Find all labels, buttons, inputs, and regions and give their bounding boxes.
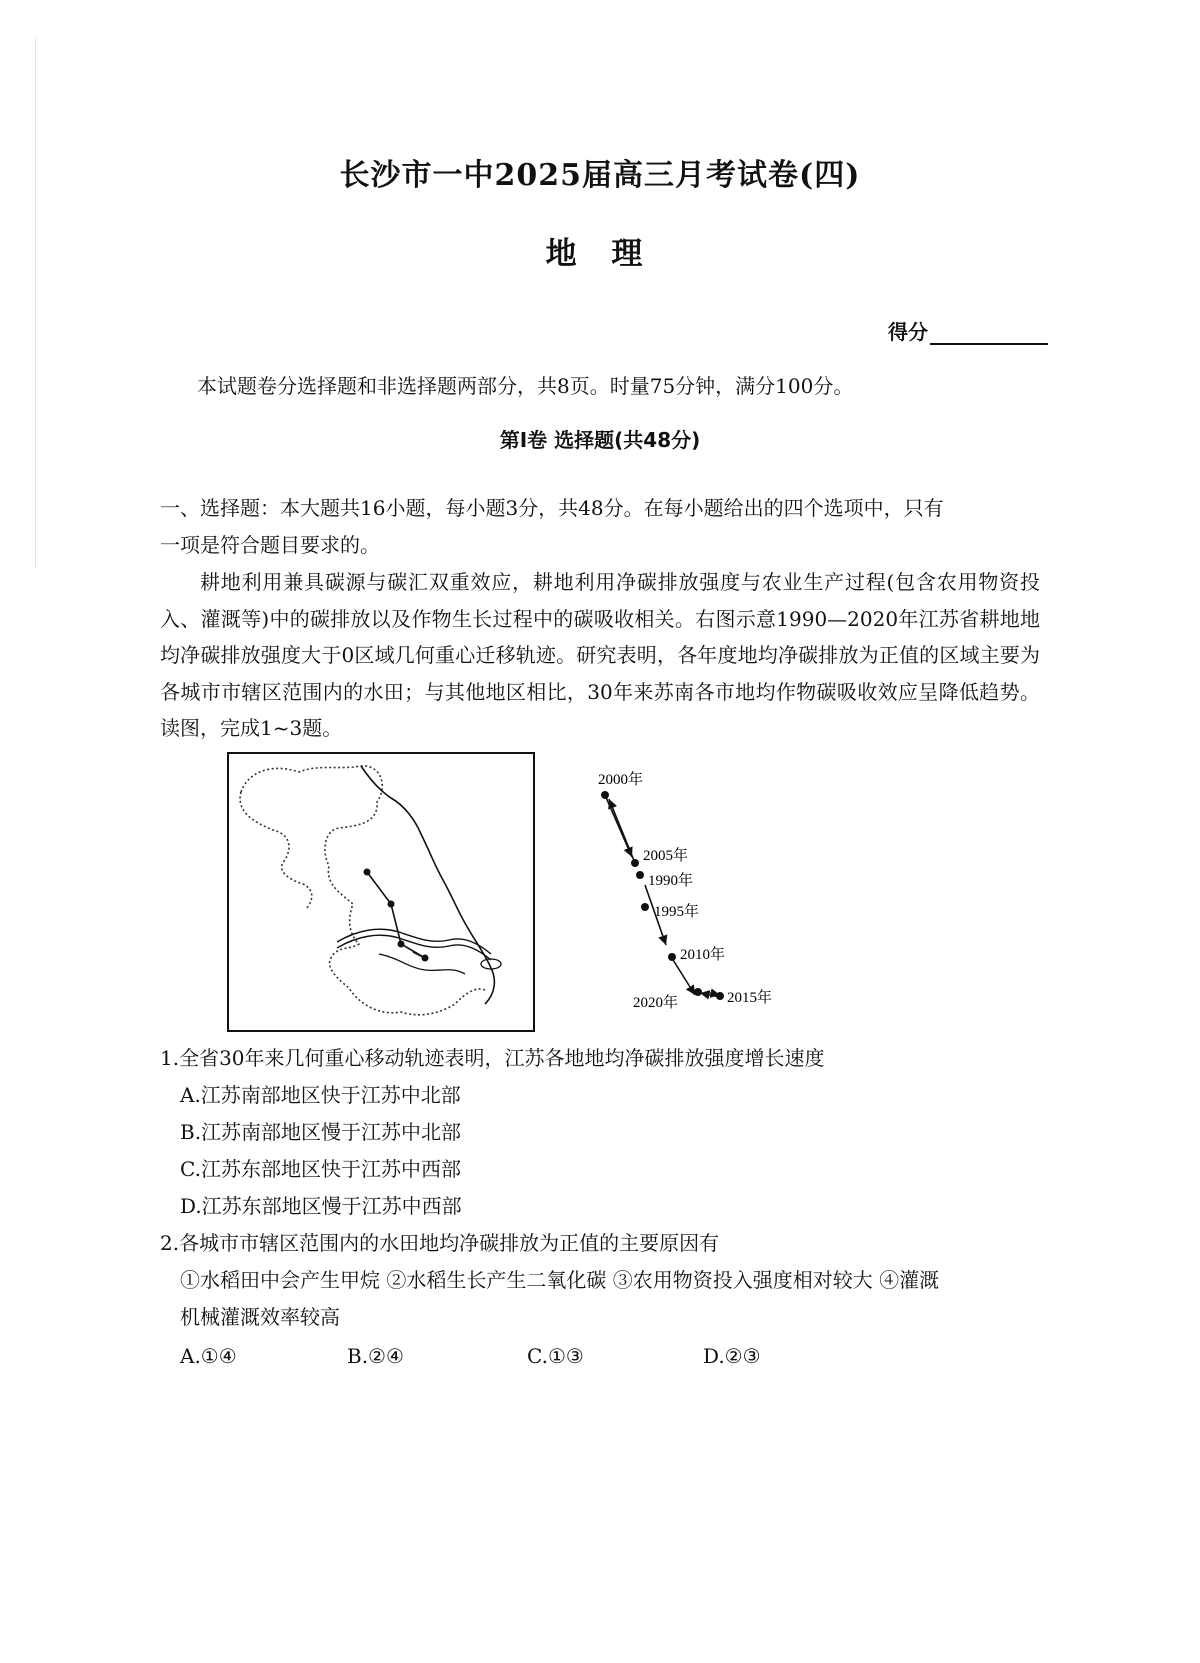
q2-statements-line-1: ①水稻田中会产生甲烷 ②水稻生长产生二氧化碳 ③农用物资投入强度相对较大 ④灌溉 bbox=[180, 1268, 940, 1292]
exam-intro: 本试题卷分选择题和非选择题两部分，共8页。时量75分钟，满分100分。 bbox=[197, 374, 854, 398]
q1-option-a[interactable]: A.江苏南部地区快于江苏中北部 bbox=[180, 1083, 461, 1107]
jiangsu-map-svg bbox=[229, 754, 533, 1030]
score-label: 得分 bbox=[888, 320, 928, 344]
page-margin-line bbox=[35, 38, 36, 568]
q2-statements-line-2: 机械灌溉效率较高 bbox=[180, 1305, 340, 1329]
q2-option-a[interactable]: A.①④ bbox=[180, 1344, 237, 1368]
instructions-line-2: 一项是符合题目要求的。 bbox=[160, 533, 380, 557]
label-1995: 1995年 bbox=[654, 904, 700, 920]
label-2000: 2000年 bbox=[598, 772, 644, 788]
label-2015: 2015年 bbox=[727, 990, 773, 1006]
yangtze-river bbox=[337, 929, 491, 954]
question-2-stem: 2.各城市市辖区范围内的水田地均净碳排放为正值的主要原因有 bbox=[160, 1231, 720, 1255]
map-trajectory bbox=[367, 872, 425, 958]
coastline bbox=[361, 766, 494, 1004]
centroid-trajectory-diagram bbox=[590, 765, 830, 1015]
label-2005: 2005年 bbox=[643, 848, 689, 864]
question-1-stem: 1.全省30年来几何重心移动轨迹表明，江苏各地地均净碳排放强度增长速度 bbox=[160, 1046, 825, 1070]
section-title: 第Ⅰ卷 选择题(共48分) bbox=[499, 428, 701, 452]
label-1990: 1990年 bbox=[648, 873, 694, 889]
exam-title: 长沙市一中2025届高三月考试卷(四) bbox=[339, 158, 861, 193]
q2-option-c[interactable]: C.①③ bbox=[527, 1344, 584, 1368]
score-blank[interactable] bbox=[930, 325, 1048, 345]
jiangsu-map-figure bbox=[227, 752, 535, 1032]
subject-title: 地 理 bbox=[545, 236, 655, 272]
q1-option-c[interactable]: C.江苏东部地区快于江苏中西部 bbox=[180, 1157, 461, 1181]
q2-option-d[interactable]: D.②③ bbox=[703, 1344, 761, 1368]
label-2020: 2020年 bbox=[633, 995, 679, 1011]
label-2010: 2010年 bbox=[680, 947, 726, 963]
q1-option-b[interactable]: B.江苏南部地区慢于江苏中北部 bbox=[180, 1120, 462, 1144]
q1-option-d[interactable]: D.江苏东部地区慢于江苏中西部 bbox=[180, 1194, 462, 1218]
score-field bbox=[888, 316, 1048, 345]
passage-text: 耕地利用兼具碳源与碳汇双重效应，耕地利用净碳排放强度与农业生产过程(包含农用物资投入、灌溉等)中的碳排放以及作物生长过程中的碳吸收相关。右图示意1990—2020年江苏省耕地地均净碳排放强度大于0区域几何重心迁移轨迹。研究表明，各年度地均净碳排放为正值的区域主要为各城市市辖区范围内的水田；与其他地区相比，30年来苏南各市地均作物碳吸收效应呈降低趋势。读图，完成1~3题。 bbox=[160, 570, 1040, 740]
instructions-line-1: 一、选择题：本大题共16小题，每小题3分，共48分。在每小题给出的四个选项中，只有 bbox=[160, 496, 944, 520]
q2-option-b[interactable]: B.②④ bbox=[347, 1344, 404, 1368]
